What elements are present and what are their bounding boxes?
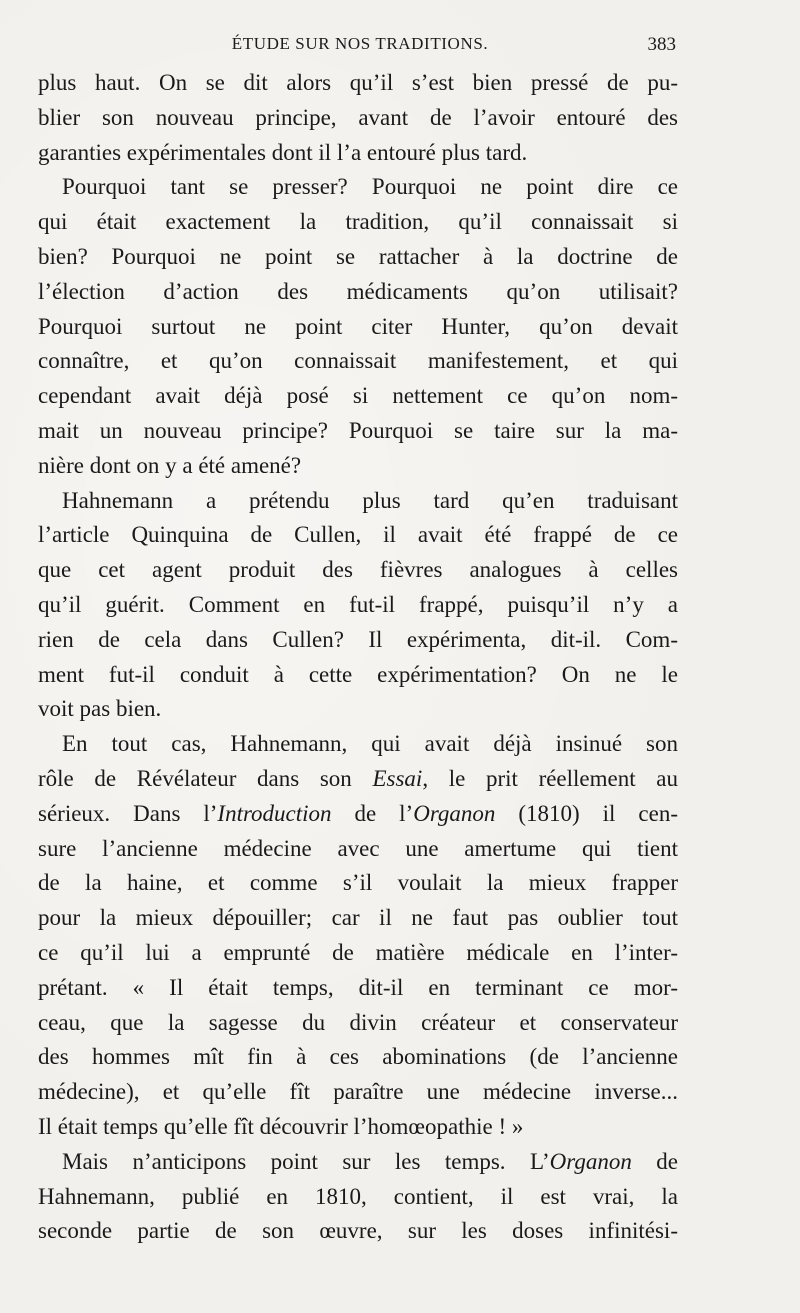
line-text: garanties expérimentales dont il l’a entouré plus tard. (38, 139, 528, 165)
line-text: l’élection d’action des médicaments qu’on utilisait? (38, 278, 678, 304)
text-line (38, 101, 678, 136)
text-line (38, 1180, 678, 1215)
line-text: sure l’ancienne médecine avec une amertume qui tient (38, 835, 678, 861)
text-line (38, 484, 678, 519)
text-line (38, 205, 678, 240)
line-text: voit pas bien. (38, 696, 162, 722)
line-text: , le prit réellement au (422, 765, 678, 791)
line-text: des hommes mît fin à ces abominations (de l’ancienne (38, 1044, 678, 1070)
line-text: Pourquoi surtout ne point citer Hunter, qu’on devait (38, 313, 678, 339)
text-line (38, 553, 678, 588)
text-line (38, 240, 678, 275)
text-line (38, 588, 678, 623)
line-text: bien? Pourquoi ne point se rattacher à la doctrine de (38, 243, 678, 269)
text-line (38, 623, 678, 658)
line-text: de la haine, et comme s’il voulait la mieux frapper (38, 870, 678, 896)
line-text: Hahnemann a prétendu plus tard qu’en traduisant (62, 487, 678, 513)
text-line (38, 344, 678, 379)
text-line (38, 971, 678, 1006)
line-text: pour la mieux dépouiller; car il ne faut pas oublier tout (38, 905, 678, 931)
text-line (38, 832, 678, 867)
line-text: qu’il guérit. Comment en fut-il frappé, puisqu’il n’y a (38, 591, 678, 617)
line-text: rôle de Révélateur dans son (38, 765, 373, 791)
running-header (38, 34, 676, 58)
line-text: de (631, 1148, 678, 1174)
line-text: cependant avait déjà posé si nettement ce qu’on nom- (38, 383, 678, 409)
text-line (38, 518, 678, 553)
line-text: Mais n’anticipons point sur les temps. L’ (62, 1148, 550, 1174)
line-text: Il était temps qu’elle fît découvrir l’homœopathie ! » (38, 1113, 524, 1139)
text-line (38, 797, 678, 832)
line-text: Hahnemann, publié en 1810, contient, il est vrai, la (38, 1183, 678, 1209)
line-text: de l’ (331, 800, 414, 826)
text-line (38, 379, 678, 414)
text-line (38, 1006, 678, 1041)
line-text: plus haut. On se dit alors qu’il s’est bien pressé de pu- (38, 70, 678, 95)
text-line (38, 866, 678, 901)
text-line (38, 658, 678, 693)
text-line (38, 414, 678, 449)
line-text: sérieux. Dans l’ (38, 800, 218, 826)
text-line (38, 66, 678, 101)
text-line (38, 901, 678, 936)
text-line (38, 762, 678, 797)
text-line (38, 936, 678, 971)
italic-title: Organon (549, 1148, 632, 1174)
text-line (38, 310, 678, 345)
line-text: blier son nouveau principe, avant de l’avoir entouré des (38, 104, 678, 130)
text-line (38, 1040, 678, 1075)
line-text: qui était exactement la tradition, qu’il connaissait si (38, 209, 678, 235)
text-line (38, 136, 678, 171)
line-text: connaître, et qu’on connaissait manifestement, et qui (38, 348, 678, 374)
running-title: ÉTUDE SUR NOS TRADITIONS. (231, 34, 489, 53)
line-text: ment fut-il conduit à cette expérimentation? On ne le (38, 661, 678, 687)
text-line (38, 170, 678, 205)
text-line (38, 275, 678, 310)
text-line (38, 1214, 678, 1249)
line-text: que cet agent produit des fièvres analogues à celles (38, 557, 678, 583)
italic-title: Organon (413, 800, 496, 826)
line-text: l’article Quinquina de Cullen, il avait été frappé de ce (38, 522, 678, 548)
text-line (38, 1145, 678, 1180)
line-text: Pourquoi tant se presser? Pourquoi ne point dire ce (62, 174, 678, 200)
line-text: (1810) il cen- (495, 800, 678, 826)
line-text: rien de cela dans Cullen? Il expérimenta, dit-il. Com- (38, 626, 678, 652)
line-text: médecine), et qu’elle fît paraître une médecine inverse... (38, 1079, 678, 1105)
line-text: seconde partie de son œuvre, sur les doses infinitési- (38, 1218, 678, 1244)
line-text: nière dont on y a été amené? (38, 452, 302, 478)
line-text: ce qu’il lui a emprunté de matière médicale en l’inter- (38, 939, 678, 965)
line-text: En tout cas, Hahnemann, qui avait déjà insinué son (62, 731, 678, 757)
text-line (38, 1110, 678, 1145)
line-text: ceau, que la sagesse du divin créateur et conservateur (38, 1009, 678, 1035)
text-line (38, 449, 678, 484)
line-text: mait un nouveau principe? Pourquoi se taire sur la ma- (38, 417, 678, 443)
text-line (38, 1075, 678, 1110)
text-line (38, 727, 678, 762)
text-line (38, 692, 678, 727)
line-text: prétant. « Il était temps, dit-il en terminant ce mor- (38, 974, 678, 1000)
page-number: 383 (647, 34, 676, 55)
italic-title: Introduction (217, 800, 332, 826)
body-text (38, 66, 678, 1249)
italic-title: Essai (372, 765, 423, 791)
